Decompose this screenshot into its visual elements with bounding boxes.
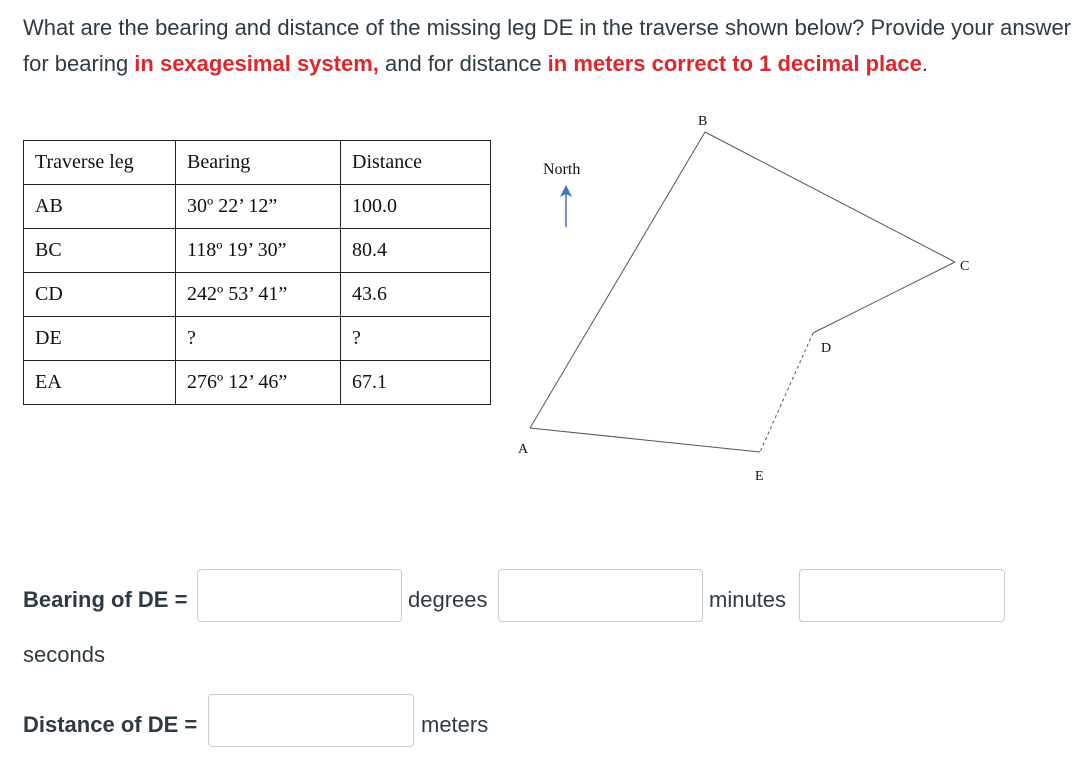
cell-leg: BC <box>24 229 176 273</box>
point-a-label: A <box>518 442 529 457</box>
cell-leg: EA <box>24 361 176 405</box>
header-distance: Distance <box>341 141 491 185</box>
north-label: North <box>543 161 581 178</box>
cell-distance: 43.6 <box>341 273 491 317</box>
bearing-minutes-input[interactable] <box>498 569 703 622</box>
cell-distance: 80.4 <box>341 229 491 273</box>
leg-ea-line <box>530 428 760 452</box>
cell-distance: 100.0 <box>341 185 491 229</box>
meters-unit-label: meters <box>421 712 489 737</box>
seconds-unit-label: seconds <box>23 642 105 667</box>
cell-bearing: 30º 22’ 12” <box>176 185 341 229</box>
cell-leg: CD <box>24 273 176 317</box>
question-part-2: and for distance <box>378 51 548 76</box>
point-d-label: D <box>821 341 832 356</box>
point-b-label: B <box>698 114 708 129</box>
bearing-degrees-input[interactable] <box>197 569 402 622</box>
question-highlight-meters: in meters correct to 1 decimal place <box>547 51 922 76</box>
bearing-seconds-input[interactable] <box>799 569 1005 622</box>
cell-bearing: 276º 12’ 46” <box>176 361 341 405</box>
degrees-unit-label: degrees <box>408 587 488 612</box>
point-c-label: C <box>960 259 970 274</box>
cell-leg: AB <box>24 185 176 229</box>
cell-distance: 67.1 <box>341 361 491 405</box>
cell-bearing: 118º 19’ 30” <box>176 229 341 273</box>
header-traverse-leg: Traverse leg <box>24 141 176 185</box>
minutes-unit-label: minutes <box>709 587 787 612</box>
cell-bearing: ? <box>176 317 341 361</box>
leg-de-line <box>760 333 813 452</box>
point-e-label: E <box>755 469 764 484</box>
cell-bearing: 242º 53’ 41” <box>176 273 341 317</box>
question-part-1: What are the bearing and distance of the missing leg DE in the traverse shown below? Provide your answer for bearing <box>23 15 1072 76</box>
leg-bc-line <box>705 132 955 262</box>
distance-of-de-label: Distance of DE = <box>23 712 198 737</box>
question-highlight-sexagesimal: in sexagesimal system, <box>134 51 379 76</box>
cell-leg: DE <box>24 317 176 361</box>
leg-cd-line <box>813 262 955 333</box>
bearing-of-de-label: Bearing of DE = <box>23 587 188 612</box>
cell-distance: ? <box>341 317 491 361</box>
distance-input[interactable] <box>208 694 414 747</box>
question-part-3: . <box>921 51 928 76</box>
north-arrow-icon <box>560 185 572 227</box>
header-bearing: Bearing <box>176 141 341 185</box>
